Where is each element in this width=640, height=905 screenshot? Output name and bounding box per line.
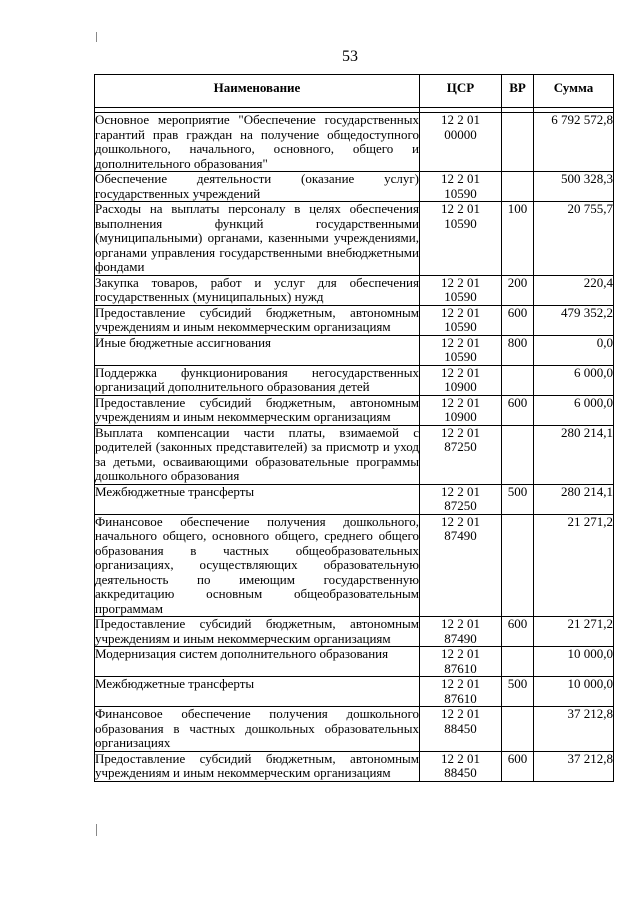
budget-table	[94, 74, 614, 782]
row-vr: 600	[502, 617, 534, 647]
row-sum: 479 352,2	[534, 305, 614, 335]
page-number: 53	[342, 48, 358, 65]
row-csr-direction: 10590	[444, 319, 477, 334]
row-csr	[420, 707, 502, 752]
row-csr-program: 12 2 01	[441, 304, 480, 320]
row-csr-direction: 87250	[444, 498, 477, 513]
row-sum: 21 271,2	[534, 514, 614, 617]
row-csr-direction: 87490	[444, 630, 477, 646]
row-vr	[502, 707, 534, 752]
row-vr: 100	[502, 202, 534, 276]
row-name: Обеспечение деятельности (оказание услуг) государственных учреждений	[95, 171, 419, 201]
row-vr: 600	[502, 395, 534, 425]
table-row	[95, 751, 614, 781]
row-csr	[420, 172, 502, 202]
row-csr	[420, 395, 502, 425]
binding-mark-top	[96, 32, 97, 42]
row-vr: 500	[502, 677, 534, 707]
row-sum: 0,0	[534, 335, 614, 365]
row-sum: 500 328,3	[534, 172, 614, 202]
row-csr-program: 12 2 01	[441, 616, 480, 631]
row-name: Иные бюджетные ассигнования	[95, 335, 420, 365]
row-csr-program: 12 2 01	[441, 364, 480, 380]
row-csr-program: 12 2 01	[441, 201, 480, 216]
table-header-row	[95, 75, 614, 108]
row-csr	[420, 275, 502, 305]
row-csr-program: 12 2 01	[441, 424, 480, 440]
row-sum: 280 214,1	[534, 425, 614, 484]
row-sum: 10 000,0	[534, 677, 614, 707]
row-csr-direction: 87610	[444, 690, 477, 706]
row-vr: 200	[502, 275, 534, 305]
row-csr-program: 12 2 01	[441, 394, 480, 410]
row-csr	[420, 365, 502, 395]
row-csr-direction: 10590	[444, 215, 477, 231]
row-csr-direction: 10900	[444, 409, 477, 424]
row-csr	[420, 617, 502, 647]
table-row	[95, 395, 614, 425]
row-name: Межбюджетные трансферты	[95, 677, 420, 707]
row-name: Предоставление субсидий бюджетным, автономным учреждениям и иным некоммерческим организациям	[95, 304, 419, 334]
row-csr-program: 12 2 01	[441, 676, 480, 691]
row-vr	[502, 172, 534, 202]
row-sum: 37 212,8	[534, 707, 614, 752]
row-vr	[502, 647, 534, 677]
row-sum: 280 214,1	[534, 484, 614, 514]
row-sum: 10 000,0	[534, 647, 614, 677]
row-sum: 37 212,8	[534, 751, 614, 781]
table-row	[95, 707, 614, 752]
row-csr	[420, 202, 502, 276]
row-csr-program: 12 2 01	[441, 334, 480, 350]
header-sum: Сумма	[534, 75, 614, 108]
row-sum: 220,4	[534, 275, 614, 305]
row-csr-direction: 10590	[444, 289, 477, 304]
row-vr	[502, 113, 534, 172]
table-row	[95, 113, 614, 172]
table-row	[95, 425, 614, 484]
row-csr-program: 12 2 01	[441, 646, 480, 661]
row-csr-direction: 10590	[444, 185, 477, 201]
row-csr-program: 12 2 01	[441, 513, 480, 529]
table-row	[95, 275, 614, 305]
row-csr-program: 12 2 01	[441, 112, 480, 127]
row-name: Расходы на выплаты персоналу в целях обеспечения выполнения функций государственными (муниципальными) органами, казенными учреждениями, органами управления государственными внебюджетными фондами	[95, 201, 419, 274]
row-csr-program: 12 2 01	[441, 171, 480, 186]
row-vr: 500	[502, 484, 534, 514]
row-csr-direction: 87610	[444, 660, 477, 676]
row-name: Финансовое обеспечение получения дошкольного образования в частных дошкольных образовательных организациях	[95, 706, 419, 750]
table-row	[95, 202, 614, 276]
table-row	[95, 617, 614, 647]
row-csr-program: 12 2 01	[441, 706, 480, 721]
row-csr-direction: 00000	[444, 126, 477, 142]
row-name: Предоставление субсидий бюджетным, автономным учреждениям и иным некоммерческим организациям	[95, 394, 419, 424]
table-row	[95, 172, 614, 202]
row-sum: 21 271,2	[534, 617, 614, 647]
row-name: Предоставление субсидий бюджетным, автономным учреждениям и иным некоммерческим организациям	[95, 616, 419, 646]
row-csr-direction: 87250	[444, 439, 477, 454]
row-csr	[420, 335, 502, 365]
row-name: Основное мероприятие "Обеспечение государственных гарантий прав граждан на получение общедоступного дошкольного, начального, основного, общего и дополнительного образования"	[95, 112, 419, 171]
row-name: Межбюджетные трансферты	[95, 484, 420, 514]
table-body	[95, 113, 614, 782]
row-csr-direction: 88450	[444, 765, 477, 780]
row-csr	[420, 484, 502, 514]
row-csr-direction: 88450	[444, 720, 477, 736]
table-row	[95, 305, 614, 335]
row-csr	[420, 677, 502, 707]
row-vr: 600	[502, 305, 534, 335]
row-name: Модернизация систем дополнительного образования	[95, 647, 420, 677]
table-row	[95, 335, 614, 365]
row-vr	[502, 365, 534, 395]
row-name: Закупка товаров, работ и услуг для обеспечения государственных (муниципальных) нужд	[95, 274, 419, 304]
row-csr-direction: 10900	[444, 379, 477, 394]
row-csr	[420, 305, 502, 335]
row-name: Финансовое обеспечение получения дошкольного, начального общего, основного общего, среднего общего образования в частных общеобразовательных организациях, осуществляющих образовательную деятельность по имеющим государственную аккредитацию основным общеобразовательным программам	[95, 513, 419, 616]
row-vr: 600	[502, 751, 534, 781]
row-csr	[420, 647, 502, 677]
row-vr	[502, 514, 534, 617]
header-csr: ЦСР	[420, 75, 502, 108]
row-sum: 6 792 572,8	[534, 113, 614, 172]
row-csr	[420, 514, 502, 617]
row-csr-program: 12 2 01	[441, 483, 480, 499]
row-vr	[502, 425, 534, 484]
row-csr	[420, 425, 502, 484]
table-row	[95, 365, 614, 395]
table-row	[95, 514, 614, 617]
row-sum: 6 000,0	[534, 365, 614, 395]
row-name: Выплата компенсации части платы, взимаемой с родителей (законных представителей) за присмотр и уход за детьми, осваивающими образовательные программы дошкольного образования	[95, 424, 419, 483]
binding-mark-bottom	[96, 824, 97, 836]
row-csr	[420, 751, 502, 781]
row-csr	[420, 113, 502, 172]
header-name: Наименование	[95, 75, 420, 108]
table-row	[95, 677, 614, 707]
row-name: Предоставление субсидий бюджетным, автономным учреждениям и иным некоммерческим организациям	[95, 750, 419, 780]
row-csr-direction: 10590	[444, 349, 477, 364]
row-vr: 800	[502, 335, 534, 365]
row-sum: 20 755,7	[534, 202, 614, 276]
row-sum: 6 000,0	[534, 395, 614, 425]
row-name: Поддержка функционирования негосударственных организаций дополнительного образования детей	[95, 364, 419, 394]
table-row	[95, 484, 614, 514]
row-csr-direction: 87490	[444, 528, 477, 543]
row-csr-program: 12 2 01	[441, 274, 480, 290]
row-csr-program: 12 2 01	[441, 750, 480, 766]
table-row	[95, 647, 614, 677]
header-vr: ВР	[502, 75, 534, 108]
